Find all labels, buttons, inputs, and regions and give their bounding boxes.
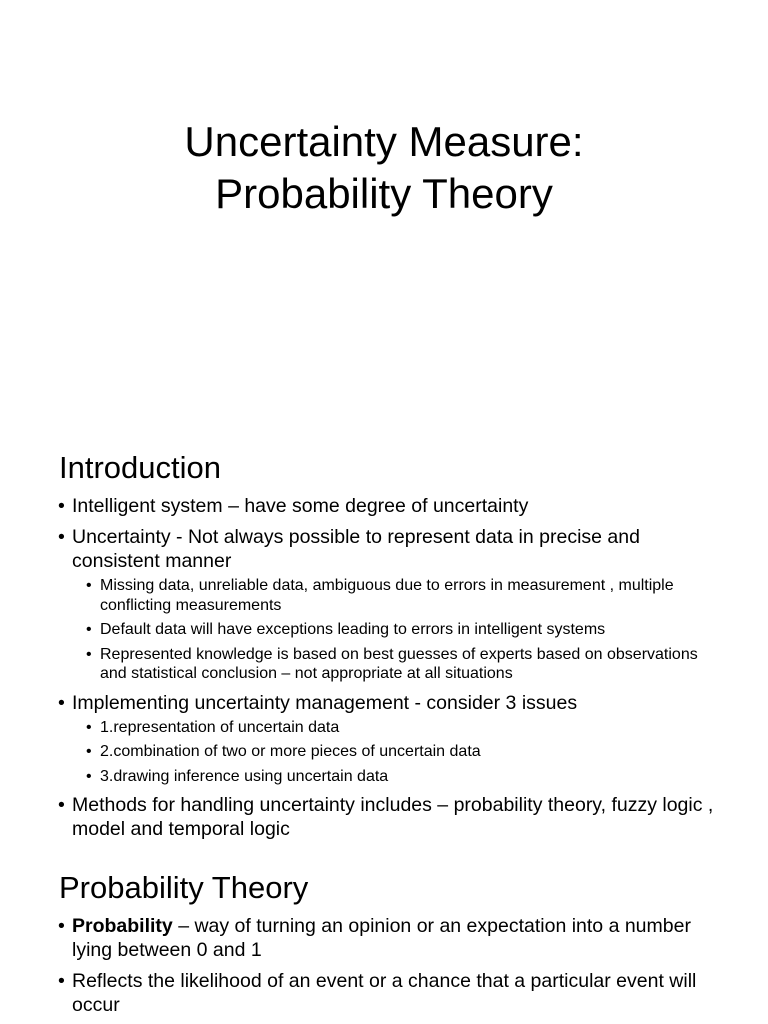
title-slide: [0, 0, 768, 430]
bullet-icon: •: [86, 743, 92, 760]
bold-term: Probability: [72, 915, 173, 937]
bullet-item: [58, 969, 728, 1017]
sub-bullet-item: [86, 718, 728, 738]
sub-bullet-text: Missing data, unreliable data, ambiguous due to errors in measurement , multiple conflicting measurements: [100, 577, 674, 614]
sub-bullet-item: [86, 645, 728, 684]
bullet-item: [58, 494, 728, 518]
sub-bullet-text: Default data will have exceptions leading to errors in intelligent systems: [100, 621, 606, 638]
bullet-icon: •: [86, 718, 92, 736]
introduction-slide: [0, 440, 768, 860]
bullet-item: [58, 525, 728, 684]
slide-heading: Probability Theory: [59, 870, 309, 905]
sub-bullet-list: [72, 718, 728, 787]
bullet-item: [58, 914, 728, 962]
bullet-icon: •: [58, 915, 65, 937]
bullet-icon: •: [86, 577, 92, 594]
title-line-2: Probability Theory: [215, 170, 553, 217]
presentation-title: [0, 116, 768, 220]
bullet-icon: •: [58, 691, 65, 714]
sub-bullet-item: [86, 767, 728, 787]
bullet-text: Implementing uncertainty management - consider 3 issues: [72, 691, 578, 714]
sub-bullet-list: [72, 576, 728, 684]
probability-theory-slide: [0, 862, 768, 1024]
slide-heading: Introduction: [59, 450, 221, 485]
sub-bullet-item: [86, 620, 728, 640]
bullet-text: Reflects the likelihood of an event or a chance that a particular event will occur: [72, 970, 697, 1016]
bullet-text: Intelligent system – have some degree of uncertainty: [72, 495, 529, 517]
bullet-list: [58, 494, 728, 848]
sub-bullet-item: [86, 742, 728, 762]
bullet-icon: •: [86, 621, 92, 638]
sub-bullet-text: 2.combination of two or more pieces of uncertain data: [100, 743, 481, 760]
sub-bullet-text: 3.drawing inference using uncertain data: [100, 767, 389, 785]
bullet-icon: •: [58, 495, 65, 517]
bullet-text: – way of turning an opinion or an expectation into a number lying between 0 and 1: [72, 915, 691, 961]
sub-bullet-item: [86, 576, 728, 615]
bullet-icon: •: [58, 526, 65, 548]
title-line-1: Uncertainty Measure:: [184, 118, 584, 165]
bullet-text: Methods for handling uncertainty includes – probability theory, fuzzy logic , model and temporal logic: [72, 794, 714, 840]
sub-bullet-text: 1.representation of uncertain data: [100, 718, 340, 736]
bullet-icon: •: [58, 970, 65, 992]
bullet-icon: •: [58, 794, 65, 816]
bullet-text: Uncertainty - Not always possible to represent data in precise and consistent manner: [72, 526, 640, 572]
sub-bullet-text: Represented knowledge is based on best guesses of experts based on observations and statistical conclusion – not appropriate at all situations: [100, 645, 698, 682]
bullet-icon: •: [86, 767, 92, 785]
bullet-list: [58, 914, 728, 1024]
bullet-item: [58, 793, 728, 841]
bullet-icon: •: [86, 645, 92, 663]
bullet-item: [58, 691, 728, 787]
